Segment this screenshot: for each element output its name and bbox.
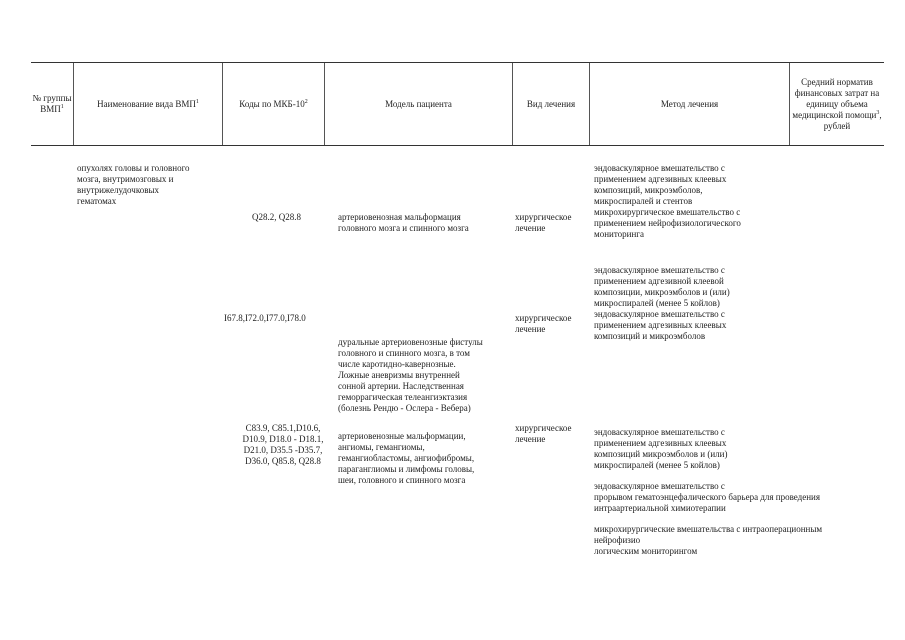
row3-treatment-type: хирургическое лечение	[515, 423, 572, 444]
header-name: Наименование вида ВМП$^1$	[97, 98, 199, 109]
row1-method: эндоваскулярное вмешательство с применением адгезивных клеевых композиций, микроэмболов, микроспиралей и стентов микрохирургическое вмешательство с применением нейрофизиологического мониторинга	[594, 163, 741, 239]
header-treatment-type: Вид лечения	[526, 98, 576, 109]
header-codes: Коды по МКБ-$10^2$	[239, 98, 308, 109]
row2-model: дуральные артериовенозные фистулы головного и спинного мозга, в том числе каротидно-кавернозные. Ложные аневризмы внутренней сонной артерии. Наследственная геморрагическая телеангиэктазия (болезнь Рендю - Ослера - Вебера)	[338, 337, 483, 413]
row2-treatment-type: хирургическое лечение	[515, 313, 572, 334]
header-method: Метод лечения	[660, 98, 719, 109]
row3-codes: C83.9, C85.1,D10.6, D10.9, D18.0 - D18.1, D21.0, D35.5 -D35.7, D36.0, Q85.8, Q28.8	[242, 423, 324, 466]
row3-method-b: эндоваскулярное вмешательство с прорывом гематоэнцефалического барьера для проведения интраартериальной химиотерапии	[594, 481, 821, 513]
row1-codes: Q28.2, Q28.8	[252, 212, 301, 222]
row1-model: артериовенозная мальформация головного мозга и спинного мозга	[338, 212, 469, 233]
row3-method-c: микрохирургические вмешательства с интраоперационным нейрофизио логическим мониторингом	[594, 524, 823, 556]
table-header	[31, 62, 884, 146]
header-group: № группы ВМП$^1$	[32, 93, 72, 114]
vmp-name-continued: опухолях головы и головного мозга, внутримозговых и внутрижелудочковых гематомах	[77, 163, 190, 206]
row1-treatment-type: хирургическое лечение	[515, 212, 572, 233]
row3-method-a: эндоваскулярное вмешательство с применением адгезивных клеевых композиций микроэмболов и (или) микроспиралей (менее 5 койлов)	[594, 427, 728, 470]
row3-model: артериовенозные мальформации, ангиомы, гемангиомы, гемангиобластомы, ангиофибромы, параганглиомы и лимфомы головы, шеи, головного и спинного мозга	[338, 431, 475, 485]
header-cost: Средний норматив финансовых затрат на единицу объема медицинской помощи$^3$, рублей	[792, 76, 882, 131]
row2-method: эндоваскулярное вмешательство с применением адгезивной клеевой композиции, микроэмболов и (или) микроспиралей (менее 5 койлов) эндоваскулярное вмешательство с применением адгезивных клеевых композиций и микроэмболов	[594, 265, 730, 341]
row2-codes: I67.8,I72.0,I77.0,I78.0	[224, 313, 306, 323]
header-model: Модель пациента	[385, 98, 452, 109]
